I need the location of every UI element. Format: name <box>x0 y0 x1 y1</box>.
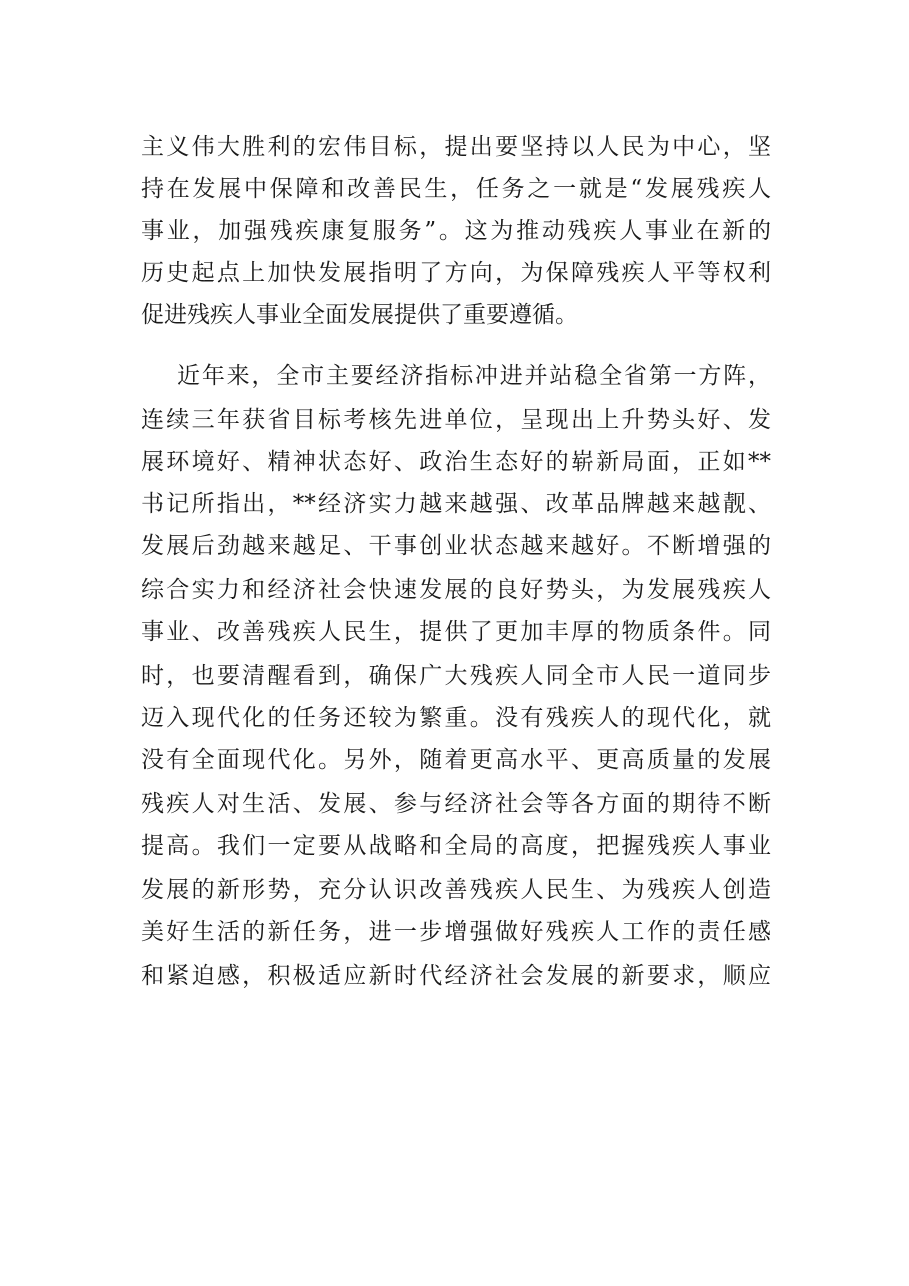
paragraph-2-line-2: 连续三年获省目标考核先进单位，呈现出上升势头好、发 <box>141 407 771 433</box>
paragraph-2-line-7: 事业、改善残疾人民生，提供了更加丰厚的物质条件。同 <box>141 619 771 645</box>
paragraph-1-line-5: 促进残疾人事业全面发展提供了重要遵循。 <box>141 302 578 328</box>
paragraph-2-line-10: 没有全面现代化。另外，随着更高水平、更高质量的发展 <box>141 747 771 773</box>
paragraph-2-line-3: 展环境好、精神状态好、政治生态好的崭新局面，正如** <box>141 449 771 475</box>
paragraph-2-line-15: 和紧迫感，积极适应新时代经济社会发展的新要求，顺应 <box>141 963 771 989</box>
paragraph-2-line-5: 发展后劲越来越足、干事创业状态越来越好。不断增强的 <box>141 533 771 559</box>
paragraph-2-line-6: 综合实力和经济社会快速发展的良好势头，为发展残疾人 <box>141 577 771 603</box>
paragraph-1-line-2: 持在发展中保障和改善民生，任务之一就是“发展残疾人 <box>141 176 771 202</box>
paragraph-2-line-8: 时，也要清醒看到，确保广大残疾人同全市人民一道同步 <box>141 663 771 689</box>
paragraph-2-line-14: 美好生活的新任务，进一步增强做好残疾人工作的责任感 <box>141 919 771 945</box>
paragraph-2-line-11: 残疾人对生活、发展、参与经济社会等各方面的期待不断 <box>141 791 771 817</box>
paragraph-2-line-9: 迈入现代化的任务还较为繁重。没有残疾人的现代化，就 <box>141 705 771 731</box>
paragraph-1-line-4: 历史起点上加快发展指明了方向，为保障残疾人平等权利 <box>141 260 771 286</box>
paragraph-1-line-3: 事业，加强残疾康复服务”。这为推动残疾人事业在新的 <box>141 218 771 244</box>
paragraph-2-line-1: 近年来，全市主要经济指标冲进并站稳全省第一方阵， <box>177 363 771 389</box>
paragraph-2-line-4: 书记所指出，**经济实力越来越强、改革品牌越来越靓、 <box>141 491 771 517</box>
paragraph-2-line-12: 提高。我们一定要从战略和全局的高度，把握残疾人事业 <box>141 833 771 859</box>
paragraph-1-line-1: 主义伟大胜利的宏伟目标，提出要坚持以人民为中心，坚 <box>141 134 771 160</box>
paragraph-2-line-13: 发展的新形势，充分认识改善残疾人民生、为残疾人创造 <box>141 877 771 903</box>
